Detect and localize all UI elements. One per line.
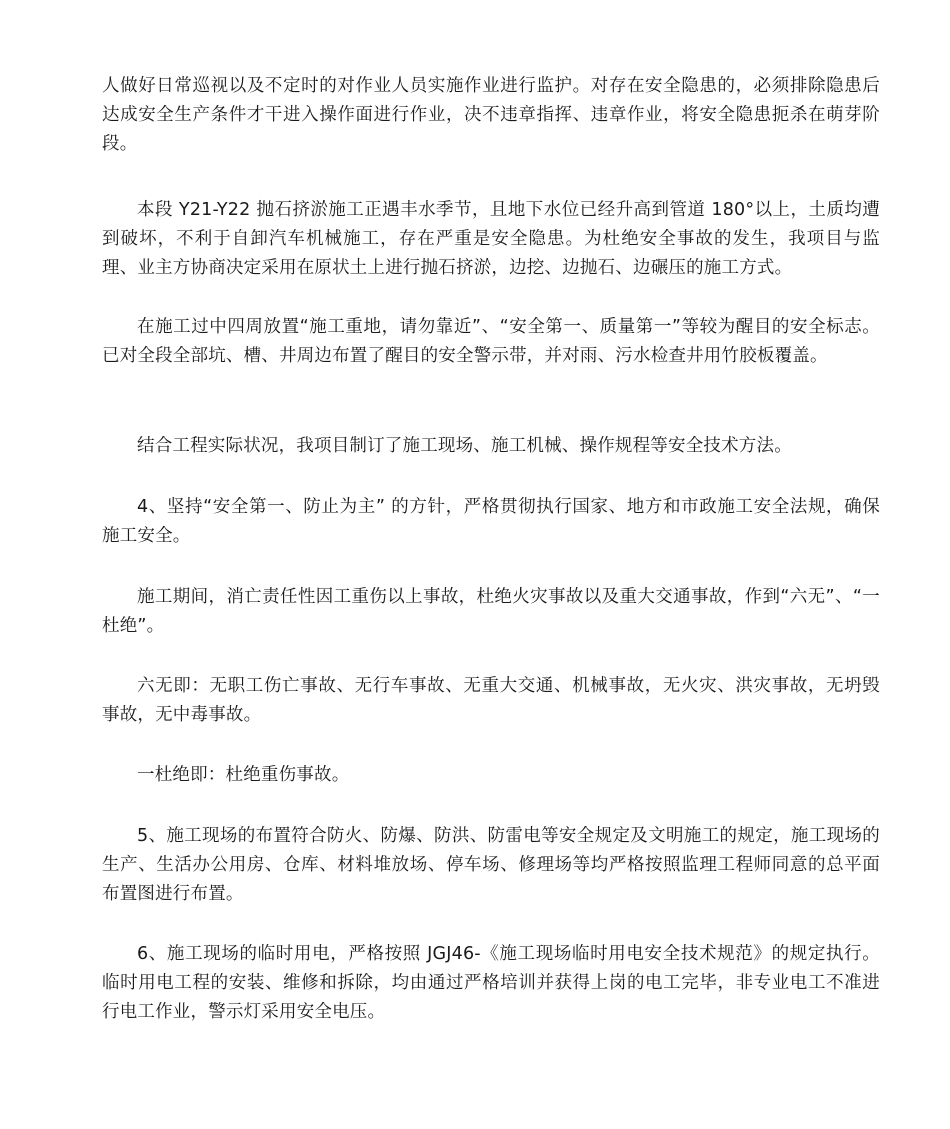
paragraph-construction-period-goals: 施工期间，消亡责任性因工重伤以上事故，杜绝火灾事故以及重大交通事故，作到“六无”、“一杜绝”。 [102, 587, 880, 636]
paragraph-continued-supervision: 人做好日常巡视以及不定时的对作业人员实施作业进行监护。对存在安全隐患的，必须排除隐患后达成安全生产条件才干进入操作面进行作业，决不违章指挥、违章作业，将安全隐患扼杀在萌芽阶段。 [102, 76, 880, 154]
paragraph-one-elimination: 一杜绝即：杜绝重伤事故。 [137, 765, 350, 785]
paragraph-six-nos: 六无即：无职工伤亡事故、无行车事故、无重大交通、机械事故，无火灾、洪灾事故，无坍毁事故，无中毒事故。 [102, 676, 880, 725]
paragraph-safety-methods: 结合工程实际状况，我项目制订了施工现场、施工机械、操作规程等安全技术方法。 [137, 436, 792, 456]
paragraph-item-4-policy: 4、坚持“安全第一、防止为主” 的方针，严格贯彻执行国家、地方和市政施工安全法规，确保施工安全。 [102, 497, 880, 546]
paragraph-item-5-site-layout: 5、施工现场的布置符合防火、防爆、防洪、防雷电等安全规定及文明施工的规定，施工现场的生产、生活办公用房、仓库、材料堆放场、停车场、修理场等均严格按照监理工程师同意的总平面布置图进行布置。 [102, 826, 880, 904]
paragraph-safety-signs: 在施工过中四周放置“施工重地，请勿靠近”、“安全第一、质量第一”等较为醒目的安全标志。已对全段全部坑、槽、井周边布置了醒目的安全警示带，并对雨、污水检查井用竹胶板覆盖。 [102, 317, 880, 366]
paragraph-riprap-squeeze-silt: 本段 Y21-Y22 抛石挤淤施工正遇丰水季节，且地下水位已经升高到管道 180°以上，土质均遭到破坏，不利于自卸汽车机械施工，存在严重是安全隐患。为杜绝安全事故的发生，我项目与监理、业主方协商决定采用在原状土上进行抛石挤淤，边挖、边抛石、边碾压的施工方式。 [102, 200, 880, 278]
paragraph-item-6-temporary-power: 6、施工现场的临时用电，严格按照 JGJ46-《施工现场临时用电安全技术规范》的规定执行。临时用电工程的安装、维修和拆除，均由通过严格培训并获得上岗的电工完毕，非专业电工不准进行电工作业，警示灯采用安全电压。 [102, 944, 880, 1022]
